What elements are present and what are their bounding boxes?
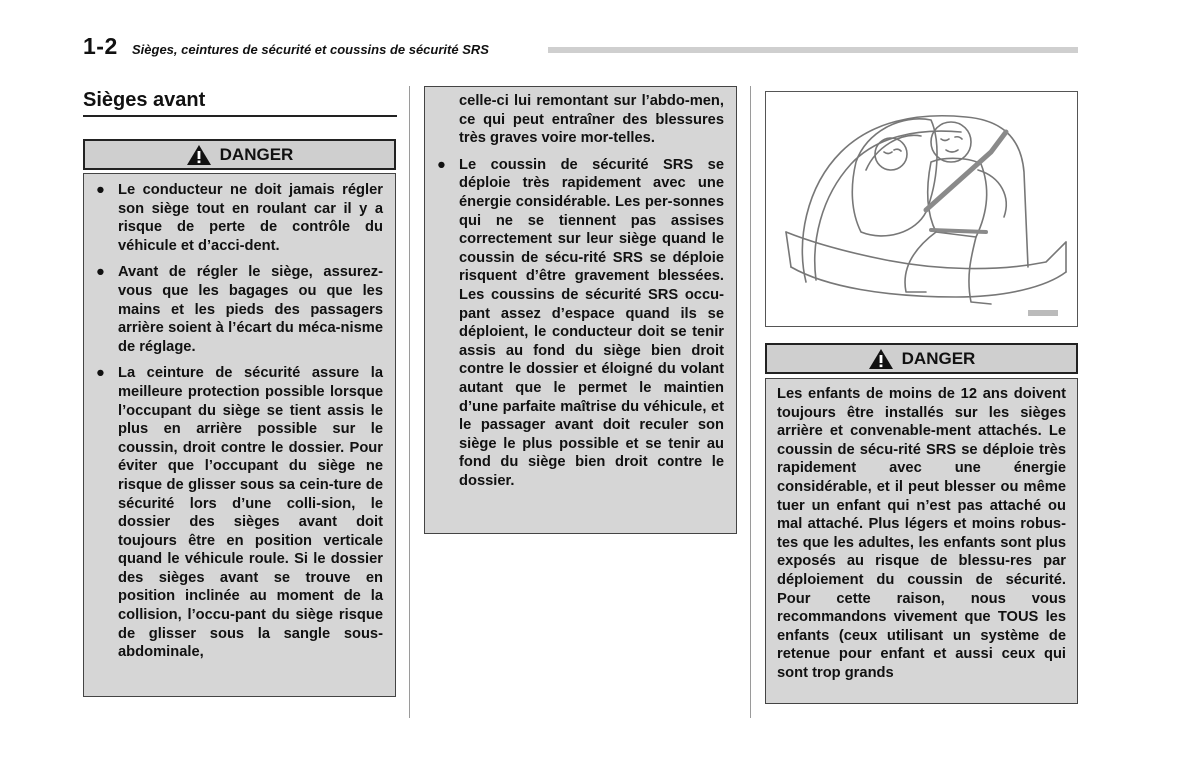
list-item [84, 364, 383, 662]
section-rule [83, 115, 397, 117]
list-item [425, 156, 724, 491]
column-divider [409, 86, 410, 718]
bullet: ● [437, 156, 446, 173]
danger-text-box-continued [424, 86, 737, 534]
warning-icon [868, 348, 894, 370]
bullet: ● [96, 182, 105, 198]
danger-header [83, 139, 396, 170]
section-title: Sièges avant [83, 89, 206, 111]
bullet-text: Le coussin de sécurité SRS se déploie très rapidement avec une énergie considérable. Les per-sonnes qui ne se tiennent pas assises correctement sur leur siège quand le coussin de sécu-rité SRS se déploie risquent d’être gravement blessées. Les coussins de sécurité SRS occu-pant assez d’espace quand ils se déploient, le conducteur doit se tenir assis au fond du siège bien droit contre le dossier et éloigné du volant autant que le permet le maintien d’une parfaite maîtrise du véhicule, et le passager avant doit reculer son siège le plus possible et se tenir au fond du siège bien droit contre le dossier. [459, 156, 724, 489]
danger-text-box [765, 378, 1078, 704]
header-bar [548, 47, 1078, 53]
list-item [84, 181, 383, 255]
bullet-text: Le conducteur ne doit jamais régler son siège tout en roulant car il y a risque de perte de contrôle du véhicule et d’acci-dent. [118, 182, 383, 254]
danger-header [765, 343, 1078, 374]
list-item [84, 263, 383, 356]
danger-label: DANGER [219, 144, 294, 164]
illustration-drawing [766, 92, 1077, 326]
child-seat-illustration [765, 91, 1078, 327]
bullet-text: La ceinture de sécurité assure la meilleure protection possible lorsque l’occupant du siège se tient assis le plus en arrière possible sur le coussin, droit contre le dossier. Pour éviter que l’occupant du siège ne risque de glisser sous sa cein-ture de sécurité lors d’une colli-sion, le dossier des sièges avant doit toujours être en position verticale quand le véhicule roule. Si le dossier des sièges avant se trouve en position inclinée au moment de la collision, l’occu-pant du siège risque de glisser sous la sangle sous-abdominale, [118, 365, 383, 661]
chapter-title: Sièges, ceintures de sécurité et coussins de sécurité SRS [132, 42, 489, 57]
danger-label: DANGER [901, 348, 976, 368]
bullet: ● [96, 264, 105, 281]
danger-text-box [83, 173, 396, 697]
column-divider [750, 86, 751, 718]
figure-code-mark [1028, 310, 1058, 316]
bullet-text: Avant de régler le siège, assurez-vous que les bagages ou que les mains et les pieds des passagers arrière soient à l’écart du méca-nisme de réglage. [118, 264, 383, 355]
warning-icon [186, 144, 212, 166]
children-warning-text: Les enfants de moins de 12 ans doivent toujours être installés sur les sièges arrière et convenable-ment attachés. Le coussin de sécu-rité SRS se déploie très rapidement avec une énergie considérable, et il peut blesser ou même tuer un enfant qui n’est pas attaché ou mal attaché. Plus légers et moins robus-tes que les adultes, les enfants sont plus exposés au risque de blessu-res par déploiement du coussin de sécurité. Pour cette raison, nous vous recommandons vivement que TOUS les enfants (ceux utilisant un système de retenue pour enfant et aussi ceux qui sont trop grands [777, 386, 1066, 681]
bullet: ● [96, 365, 105, 382]
continuation-text: celle-ci lui remontant sur l’abdo-men, ce qui peut entraîner des blessures très graves voire mor-telles. [459, 93, 724, 147]
page-number: 1-2 [83, 33, 118, 59]
